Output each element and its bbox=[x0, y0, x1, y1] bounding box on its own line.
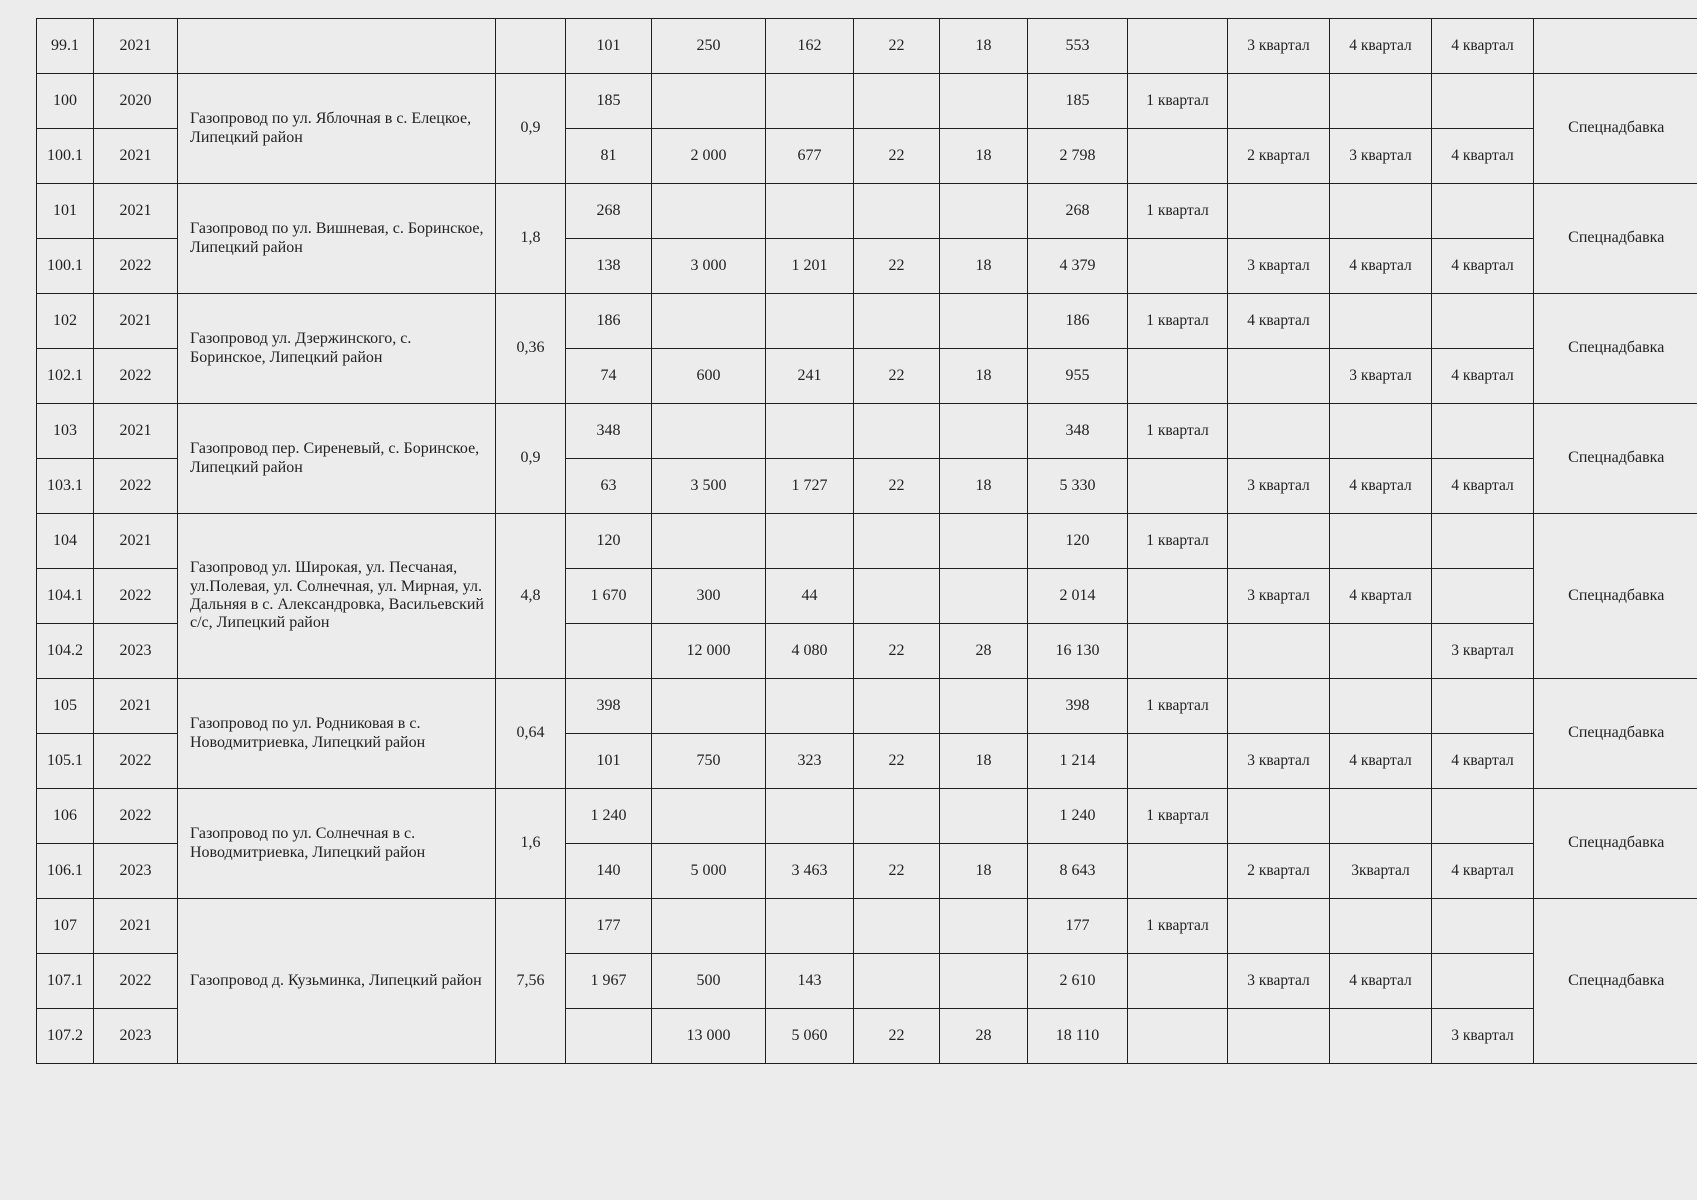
cost-cell bbox=[854, 184, 940, 239]
quarter-cell bbox=[1228, 679, 1330, 734]
quarter-cell: 1 квартал bbox=[1128, 294, 1228, 349]
cost-cell bbox=[652, 184, 766, 239]
cost-cell: 13 000 bbox=[652, 1009, 766, 1064]
cost-cell bbox=[566, 1009, 652, 1064]
cost-cell: 18 bbox=[940, 349, 1028, 404]
cost-cell bbox=[940, 294, 1028, 349]
total-cost-cell: 2 798 bbox=[1028, 129, 1128, 184]
object-name-cell: Газопровод по ул. Вишневая, с. Боринское, Липецкий район bbox=[178, 184, 496, 294]
row-id-cell: 107.2 bbox=[37, 1009, 94, 1064]
year-cell: 2022 bbox=[94, 789, 178, 844]
row-id-cell: 102 bbox=[37, 294, 94, 349]
cost-cell bbox=[940, 954, 1028, 1009]
quarter-cell: 4 квартал bbox=[1432, 734, 1534, 789]
cost-cell: 18 bbox=[940, 129, 1028, 184]
row-id-cell: 99.1 bbox=[37, 19, 94, 74]
total-cost-cell: 553 bbox=[1028, 19, 1128, 74]
quarter-cell bbox=[1330, 789, 1432, 844]
cost-cell bbox=[766, 514, 854, 569]
quarter-cell bbox=[1228, 74, 1330, 129]
quarter-cell: 4 квартал bbox=[1330, 954, 1432, 1009]
object-name-cell: Газопровод по ул. Родниковая в с. Новодмитриевка, Липецкий район bbox=[178, 679, 496, 789]
cost-cell bbox=[854, 404, 940, 459]
cost-cell bbox=[940, 74, 1028, 129]
quarter-cell bbox=[1330, 679, 1432, 734]
quarter-cell: 2 квартал bbox=[1228, 844, 1330, 899]
quarter-cell bbox=[1432, 404, 1534, 459]
row-id-cell: 103.1 bbox=[37, 459, 94, 514]
quarter-cell: 3 квартал bbox=[1228, 954, 1330, 1009]
cost-cell bbox=[652, 789, 766, 844]
table-row bbox=[37, 679, 1697, 734]
total-cost-cell: 186 bbox=[1028, 294, 1128, 349]
quarter-cell: 4 квартал bbox=[1228, 294, 1330, 349]
year-cell: 2023 bbox=[94, 1009, 178, 1064]
cost-cell: 22 bbox=[854, 129, 940, 184]
quarter-cell bbox=[1330, 899, 1432, 954]
cost-cell: 18 bbox=[940, 844, 1028, 899]
quarter-cell bbox=[1432, 74, 1534, 129]
row-id-cell: 105.1 bbox=[37, 734, 94, 789]
cost-cell: 22 bbox=[854, 844, 940, 899]
quarter-cell bbox=[1128, 459, 1228, 514]
quarter-cell: 3 квартал bbox=[1432, 1009, 1534, 1064]
table-row bbox=[37, 789, 1697, 844]
total-cost-cell: 185 bbox=[1028, 74, 1128, 129]
length-km-cell: 0,9 bbox=[496, 404, 566, 514]
quarter-cell: 4 квартал bbox=[1330, 239, 1432, 294]
cost-cell bbox=[652, 514, 766, 569]
table-body bbox=[37, 19, 1697, 1064]
quarter-cell bbox=[1330, 404, 1432, 459]
row-id-cell: 102.1 bbox=[37, 349, 94, 404]
row-id-cell: 105 bbox=[37, 679, 94, 734]
note-cell: Спецнадбавка bbox=[1534, 514, 1697, 679]
cost-cell bbox=[766, 404, 854, 459]
cost-cell: 101 bbox=[566, 734, 652, 789]
quarter-cell: 4 квартал bbox=[1330, 569, 1432, 624]
quarter-cell bbox=[1330, 514, 1432, 569]
cost-cell: 140 bbox=[566, 844, 652, 899]
cost-cell: 18 bbox=[940, 459, 1028, 514]
cost-cell: 250 bbox=[652, 19, 766, 74]
cost-cell bbox=[766, 294, 854, 349]
row-id-cell: 100 bbox=[37, 74, 94, 129]
cost-cell: 120 bbox=[566, 514, 652, 569]
cost-cell bbox=[940, 679, 1028, 734]
cost-cell bbox=[854, 569, 940, 624]
row-id-cell: 104 bbox=[37, 514, 94, 569]
table-row bbox=[37, 294, 1697, 349]
cost-cell: 18 bbox=[940, 239, 1028, 294]
length-km-cell bbox=[496, 19, 566, 74]
row-id-cell: 104.1 bbox=[37, 569, 94, 624]
cost-cell bbox=[766, 789, 854, 844]
cost-cell bbox=[940, 404, 1028, 459]
quarter-cell bbox=[1128, 844, 1228, 899]
table-row bbox=[37, 514, 1697, 569]
cost-cell: 143 bbox=[766, 954, 854, 1009]
year-cell: 2022 bbox=[94, 569, 178, 624]
quarter-cell bbox=[1228, 349, 1330, 404]
cost-cell bbox=[652, 404, 766, 459]
cost-cell bbox=[652, 74, 766, 129]
length-km-cell: 0,64 bbox=[496, 679, 566, 789]
note-cell: Спецнадбавка bbox=[1534, 679, 1697, 789]
quarter-cell: 1 квартал bbox=[1128, 404, 1228, 459]
cost-cell: 300 bbox=[652, 569, 766, 624]
note-cell: Спецнадбавка bbox=[1534, 294, 1697, 404]
cost-cell: 22 bbox=[854, 624, 940, 679]
cost-cell: 138 bbox=[566, 239, 652, 294]
total-cost-cell: 1 214 bbox=[1028, 734, 1128, 789]
total-cost-cell: 268 bbox=[1028, 184, 1128, 239]
total-cost-cell: 8 643 bbox=[1028, 844, 1128, 899]
length-km-cell: 1,8 bbox=[496, 184, 566, 294]
cost-cell: 3 500 bbox=[652, 459, 766, 514]
row-id-cell: 107 bbox=[37, 899, 94, 954]
quarter-cell: 4 квартал bbox=[1432, 239, 1534, 294]
object-name-cell: Газопровод по ул. Солнечная в с. Новодмитриевка, Липецкий район bbox=[178, 789, 496, 899]
quarter-cell: 3 квартал bbox=[1228, 459, 1330, 514]
total-cost-cell: 348 bbox=[1028, 404, 1128, 459]
quarter-cell bbox=[1432, 294, 1534, 349]
cost-cell: 22 bbox=[854, 349, 940, 404]
quarter-cell: 3 квартал bbox=[1330, 129, 1432, 184]
cost-cell: 22 bbox=[854, 19, 940, 74]
table-row bbox=[37, 404, 1697, 459]
quarter-cell bbox=[1228, 404, 1330, 459]
length-km-cell: 1,6 bbox=[496, 789, 566, 899]
year-cell: 2023 bbox=[94, 844, 178, 899]
year-cell: 2022 bbox=[94, 954, 178, 1009]
quarter-cell bbox=[1330, 74, 1432, 129]
quarter-cell bbox=[1432, 789, 1534, 844]
quarter-cell bbox=[1228, 789, 1330, 844]
row-id-cell: 107.1 bbox=[37, 954, 94, 1009]
quarter-cell: 4 квартал bbox=[1330, 734, 1432, 789]
cost-cell: 28 bbox=[940, 1009, 1028, 1064]
quarter-cell: 3 квартал bbox=[1330, 349, 1432, 404]
note-cell: Спецнадбавка bbox=[1534, 404, 1697, 514]
quarter-cell bbox=[1432, 569, 1534, 624]
cost-cell: 186 bbox=[566, 294, 652, 349]
cost-cell: 5 000 bbox=[652, 844, 766, 899]
cost-cell: 12 000 bbox=[652, 624, 766, 679]
cost-cell: 348 bbox=[566, 404, 652, 459]
length-km-cell: 0,9 bbox=[496, 74, 566, 184]
cost-cell: 4 080 bbox=[766, 624, 854, 679]
cost-cell bbox=[854, 789, 940, 844]
quarter-cell bbox=[1330, 624, 1432, 679]
note-cell: Спецнадбавка bbox=[1534, 789, 1697, 899]
cost-cell: 323 bbox=[766, 734, 854, 789]
note-cell: Спецнадбавка bbox=[1534, 74, 1697, 184]
cost-cell: 3 463 bbox=[766, 844, 854, 899]
total-cost-cell: 18 110 bbox=[1028, 1009, 1128, 1064]
object-name-cell: Газопровод ул. Дзержинского, с. Боринское, Липецкий район bbox=[178, 294, 496, 404]
length-km-cell: 4,8 bbox=[496, 514, 566, 679]
cost-cell: 18 bbox=[940, 19, 1028, 74]
cost-cell bbox=[854, 954, 940, 1009]
cost-cell: 81 bbox=[566, 129, 652, 184]
quarter-cell: 3 квартал bbox=[1228, 239, 1330, 294]
total-cost-cell: 1 240 bbox=[1028, 789, 1128, 844]
quarter-cell: 4 квартал bbox=[1432, 19, 1534, 74]
table-row bbox=[37, 899, 1697, 954]
cost-cell: 185 bbox=[566, 74, 652, 129]
construction-schedule-table bbox=[36, 18, 1697, 1064]
year-cell: 2022 bbox=[94, 459, 178, 514]
cost-cell: 750 bbox=[652, 734, 766, 789]
quarter-cell: 1 квартал bbox=[1128, 899, 1228, 954]
total-cost-cell: 5 330 bbox=[1028, 459, 1128, 514]
table-row bbox=[37, 19, 1697, 74]
total-cost-cell: 16 130 bbox=[1028, 624, 1128, 679]
quarter-cell: 3 квартал bbox=[1228, 734, 1330, 789]
total-cost-cell: 120 bbox=[1028, 514, 1128, 569]
total-cost-cell: 398 bbox=[1028, 679, 1128, 734]
cost-cell: 3 000 bbox=[652, 239, 766, 294]
object-name-cell bbox=[178, 19, 496, 74]
quarter-cell bbox=[1128, 624, 1228, 679]
cost-cell: 1 727 bbox=[766, 459, 854, 514]
quarter-cell: 3 квартал bbox=[1228, 19, 1330, 74]
row-id-cell: 100.1 bbox=[37, 129, 94, 184]
table-row bbox=[37, 74, 1697, 129]
cost-cell bbox=[766, 679, 854, 734]
year-cell: 2021 bbox=[94, 899, 178, 954]
cost-cell: 22 bbox=[854, 1009, 940, 1064]
cost-cell bbox=[854, 514, 940, 569]
cost-cell bbox=[854, 294, 940, 349]
cost-cell bbox=[652, 899, 766, 954]
quarter-cell bbox=[1128, 239, 1228, 294]
quarter-cell: 1 квартал bbox=[1128, 514, 1228, 569]
quarter-cell: 3квартал bbox=[1330, 844, 1432, 899]
year-cell: 2021 bbox=[94, 404, 178, 459]
object-name-cell: Газопровод д. Кузьминка, Липецкий район bbox=[178, 899, 496, 1064]
quarter-cell bbox=[1330, 1009, 1432, 1064]
total-cost-cell: 177 bbox=[1028, 899, 1128, 954]
total-cost-cell: 955 bbox=[1028, 349, 1128, 404]
cost-cell bbox=[854, 74, 940, 129]
quarter-cell: 3 квартал bbox=[1228, 569, 1330, 624]
quarter-cell bbox=[1432, 184, 1534, 239]
note-cell: Спецнадбавка bbox=[1534, 899, 1697, 1064]
year-cell: 2021 bbox=[94, 19, 178, 74]
cost-cell: 241 bbox=[766, 349, 854, 404]
row-id-cell: 106.1 bbox=[37, 844, 94, 899]
cost-cell: 1 240 bbox=[566, 789, 652, 844]
table-row bbox=[37, 184, 1697, 239]
year-cell: 2021 bbox=[94, 514, 178, 569]
quarter-cell: 3 квартал bbox=[1432, 624, 1534, 679]
row-id-cell: 100.1 bbox=[37, 239, 94, 294]
year-cell: 2021 bbox=[94, 679, 178, 734]
length-km-cell: 0,36 bbox=[496, 294, 566, 404]
year-cell: 2023 bbox=[94, 624, 178, 679]
cost-cell bbox=[766, 184, 854, 239]
quarter-cell: 4 квартал bbox=[1432, 459, 1534, 514]
cost-cell: 177 bbox=[566, 899, 652, 954]
cost-cell: 2 000 bbox=[652, 129, 766, 184]
cost-cell bbox=[766, 74, 854, 129]
row-id-cell: 103 bbox=[37, 404, 94, 459]
object-name-cell: Газопровод по ул. Яблочная в с. Елецкое, Липецкий район bbox=[178, 74, 496, 184]
cost-cell: 268 bbox=[566, 184, 652, 239]
cost-cell: 677 bbox=[766, 129, 854, 184]
total-cost-cell: 2 014 bbox=[1028, 569, 1128, 624]
quarter-cell bbox=[1228, 624, 1330, 679]
cost-cell: 1 670 bbox=[566, 569, 652, 624]
cost-cell: 74 bbox=[566, 349, 652, 404]
cost-cell bbox=[940, 789, 1028, 844]
cost-cell bbox=[652, 294, 766, 349]
year-cell: 2022 bbox=[94, 349, 178, 404]
cost-cell bbox=[940, 514, 1028, 569]
cost-cell: 398 bbox=[566, 679, 652, 734]
quarter-cell bbox=[1330, 294, 1432, 349]
quarter-cell bbox=[1228, 514, 1330, 569]
quarter-cell bbox=[1128, 129, 1228, 184]
row-id-cell: 101 bbox=[37, 184, 94, 239]
quarter-cell: 4 квартал bbox=[1330, 19, 1432, 74]
note-cell bbox=[1534, 19, 1697, 74]
quarter-cell bbox=[1128, 349, 1228, 404]
cost-cell bbox=[566, 624, 652, 679]
quarter-cell: 1 квартал bbox=[1128, 789, 1228, 844]
year-cell: 2021 bbox=[94, 129, 178, 184]
quarter-cell bbox=[1128, 954, 1228, 1009]
quarter-cell bbox=[1432, 954, 1534, 1009]
cost-cell bbox=[854, 679, 940, 734]
quarter-cell bbox=[1128, 19, 1228, 74]
cost-cell: 28 bbox=[940, 624, 1028, 679]
year-cell: 2022 bbox=[94, 239, 178, 294]
cost-cell: 22 bbox=[854, 239, 940, 294]
quarter-cell bbox=[1228, 184, 1330, 239]
row-id-cell: 104.2 bbox=[37, 624, 94, 679]
year-cell: 2020 bbox=[94, 74, 178, 129]
quarter-cell bbox=[1128, 1009, 1228, 1064]
quarter-cell bbox=[1432, 679, 1534, 734]
cost-cell: 5 060 bbox=[766, 1009, 854, 1064]
cost-cell: 18 bbox=[940, 734, 1028, 789]
quarter-cell: 1 квартал bbox=[1128, 679, 1228, 734]
cost-cell bbox=[854, 899, 940, 954]
object-name-cell: Газопровод пер. Сиреневый, с. Боринское, Липецкий район bbox=[178, 404, 496, 514]
cost-cell bbox=[940, 899, 1028, 954]
cost-cell bbox=[940, 184, 1028, 239]
cost-cell: 1 967 bbox=[566, 954, 652, 1009]
cost-cell: 101 bbox=[566, 19, 652, 74]
cost-cell: 1 201 bbox=[766, 239, 854, 294]
note-cell: Спецнадбавка bbox=[1534, 184, 1697, 294]
year-cell: 2021 bbox=[94, 184, 178, 239]
quarter-cell bbox=[1330, 184, 1432, 239]
cost-cell bbox=[652, 679, 766, 734]
cost-cell: 44 bbox=[766, 569, 854, 624]
length-km-cell: 7,56 bbox=[496, 899, 566, 1064]
total-cost-cell: 2 610 bbox=[1028, 954, 1128, 1009]
quarter-cell bbox=[1432, 514, 1534, 569]
quarter-cell: 4 квартал bbox=[1432, 844, 1534, 899]
cost-cell bbox=[940, 569, 1028, 624]
quarter-cell bbox=[1228, 899, 1330, 954]
cost-cell: 22 bbox=[854, 734, 940, 789]
quarter-cell bbox=[1228, 1009, 1330, 1064]
quarter-cell bbox=[1432, 899, 1534, 954]
year-cell: 2022 bbox=[94, 734, 178, 789]
quarter-cell: 1 квартал bbox=[1128, 184, 1228, 239]
object-name-cell: Газопровод ул. Широкая, ул. Песчаная, ул.Полевая, ул. Солнечная, ул. Мирная, ул. Дальняя в с. Александровка, Васильевский с/с, Липецкий район bbox=[178, 514, 496, 679]
cost-cell: 22 bbox=[854, 459, 940, 514]
cost-cell bbox=[766, 899, 854, 954]
quarter-cell: 2 квартал bbox=[1228, 129, 1330, 184]
quarter-cell bbox=[1128, 569, 1228, 624]
year-cell: 2021 bbox=[94, 294, 178, 349]
quarter-cell: 1 квартал bbox=[1128, 74, 1228, 129]
quarter-cell: 4 квартал bbox=[1432, 349, 1534, 404]
total-cost-cell: 4 379 bbox=[1028, 239, 1128, 294]
cost-cell: 162 bbox=[766, 19, 854, 74]
quarter-cell: 4 квартал bbox=[1432, 129, 1534, 184]
quarter-cell bbox=[1128, 734, 1228, 789]
cost-cell: 600 bbox=[652, 349, 766, 404]
cost-cell: 63 bbox=[566, 459, 652, 514]
row-id-cell: 106 bbox=[37, 789, 94, 844]
quarter-cell: 4 квартал bbox=[1330, 459, 1432, 514]
cost-cell: 500 bbox=[652, 954, 766, 1009]
